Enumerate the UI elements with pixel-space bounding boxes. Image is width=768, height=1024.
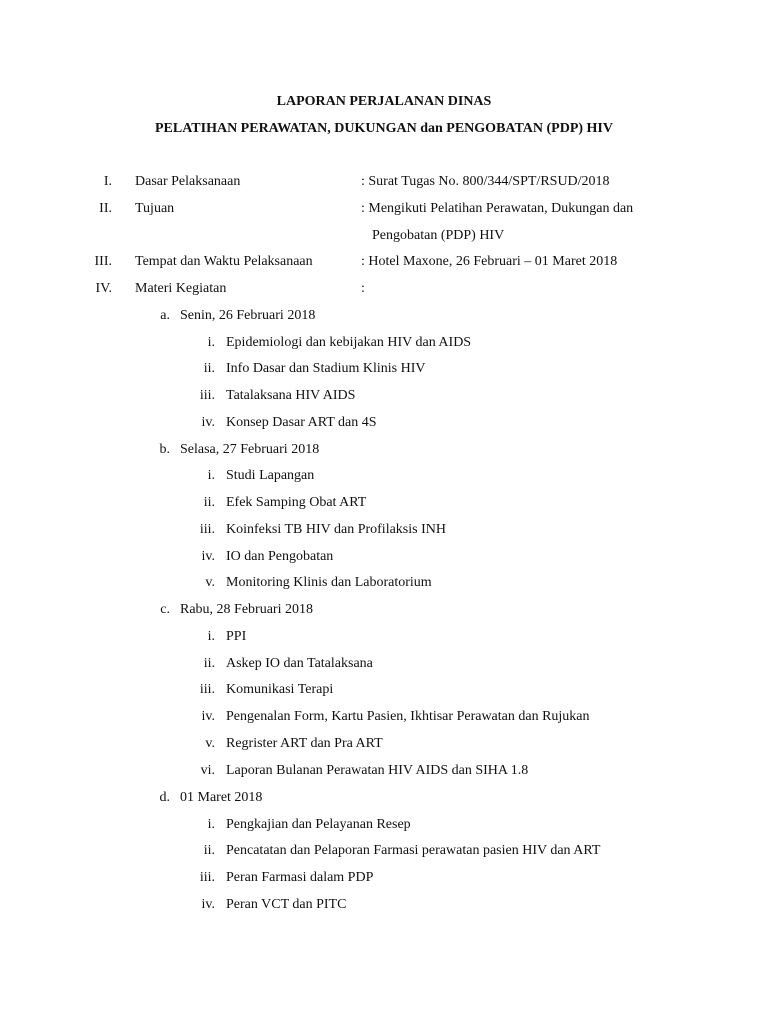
list-item: Regrister ART dan Pra ART bbox=[226, 736, 383, 751]
list-item: Pengkajian dan Pelayanan Resep bbox=[226, 817, 411, 832]
list-item: Koinfeksi TB HIV dan Profilaksis INH bbox=[226, 522, 446, 537]
list-item: Komunikasi Terapi bbox=[226, 682, 334, 697]
section-value: : Mengikuti Pelatihan Perawatan, Dukungan dan bbox=[361, 201, 634, 216]
list-item-number: iii. bbox=[199, 522, 215, 537]
list-item-number: iii. bbox=[199, 682, 215, 697]
day-label: Senin, 26 Februari 2018 bbox=[180, 308, 316, 323]
list-item-number: v. bbox=[205, 575, 215, 590]
section-value-continued: Pengobatan (PDP) HIV bbox=[372, 228, 505, 243]
list-item-number: ii. bbox=[203, 656, 215, 671]
list-item: Info Dasar dan Stadium Klinis HIV bbox=[226, 361, 426, 376]
list-item-number: i. bbox=[207, 629, 215, 644]
day-letter: b. bbox=[159, 442, 170, 457]
list-item: PPI bbox=[226, 629, 247, 644]
list-item-number: v. bbox=[205, 736, 215, 751]
section-number: II. bbox=[99, 201, 112, 216]
list-item: Monitoring Klinis dan Laboratorium bbox=[226, 575, 432, 590]
list-item: Tatalaksana HIV AIDS bbox=[226, 388, 356, 403]
list-item: Konsep Dasar ART dan 4S bbox=[226, 415, 377, 430]
day-letter: d. bbox=[159, 790, 170, 805]
section-number: III. bbox=[94, 254, 112, 269]
list-item-number: iv. bbox=[201, 549, 215, 564]
list-item-number: iv. bbox=[201, 897, 215, 912]
list-item: Peran Farmasi dalam PDP bbox=[226, 870, 374, 885]
list-item-number: iii. bbox=[199, 388, 215, 403]
day-label: 01 Maret 2018 bbox=[180, 790, 263, 805]
section-value: : Surat Tugas No. 800/344/SPT/RSUD/2018 bbox=[361, 174, 610, 189]
day-letter: c. bbox=[160, 602, 170, 617]
list-item-number: i. bbox=[207, 335, 215, 350]
list-item-number: ii. bbox=[203, 361, 215, 376]
list-item: Pengenalan Form, Kartu Pasien, Ikhtisar Perawatan dan Rujukan bbox=[226, 709, 590, 724]
list-item: Peran VCT dan PITC bbox=[226, 897, 347, 912]
list-item-number: iv. bbox=[201, 709, 215, 724]
section-number: IV. bbox=[95, 281, 112, 296]
list-item: Studi Lapangan bbox=[226, 468, 315, 483]
section-number: I. bbox=[103, 174, 112, 189]
day-label: Rabu, 28 Februari 2018 bbox=[180, 602, 313, 617]
section-label: Tujuan bbox=[135, 201, 175, 216]
list-item: Pencatatan dan Pelaporan Farmasi perawatan pasien HIV dan ART bbox=[226, 843, 601, 858]
list-item: Laporan Bulanan Perawatan HIV AIDS dan SIHA 1.8 bbox=[226, 763, 529, 778]
day-letter: a. bbox=[160, 308, 170, 323]
list-item-number: iv. bbox=[201, 415, 215, 430]
document-subtitle: PELATIHAN PERAWATAN, DUKUNGAN dan PENGOBATAN (PDP) HIV bbox=[154, 121, 613, 136]
list-item-number: ii. bbox=[203, 843, 215, 858]
section-label: Dasar Pelaksanaan bbox=[135, 174, 241, 189]
list-item: Efek Samping Obat ART bbox=[226, 495, 367, 510]
section-value: : bbox=[361, 281, 365, 296]
list-item-number: ii. bbox=[203, 495, 215, 510]
list-item-number: i. bbox=[207, 817, 215, 832]
list-item-number: vi. bbox=[200, 763, 215, 778]
section-label: Materi Kegiatan bbox=[135, 281, 227, 296]
day-label: Selasa, 27 Februari 2018 bbox=[180, 442, 320, 457]
section-label: Tempat dan Waktu Pelaksanaan bbox=[135, 254, 313, 269]
list-item-number: iii. bbox=[199, 870, 215, 885]
list-item: Epidemiologi dan kebijakan HIV dan AIDS bbox=[226, 335, 472, 350]
list-item: Askep IO dan Tatalaksana bbox=[226, 656, 373, 671]
list-item-number: i. bbox=[207, 468, 215, 483]
list-item: IO dan Pengobatan bbox=[226, 549, 334, 564]
document-title: LAPORAN PERJALANAN DINAS bbox=[276, 94, 492, 109]
section-value: : Hotel Maxone, 26 Februari – 01 Maret 2018 bbox=[361, 254, 618, 269]
